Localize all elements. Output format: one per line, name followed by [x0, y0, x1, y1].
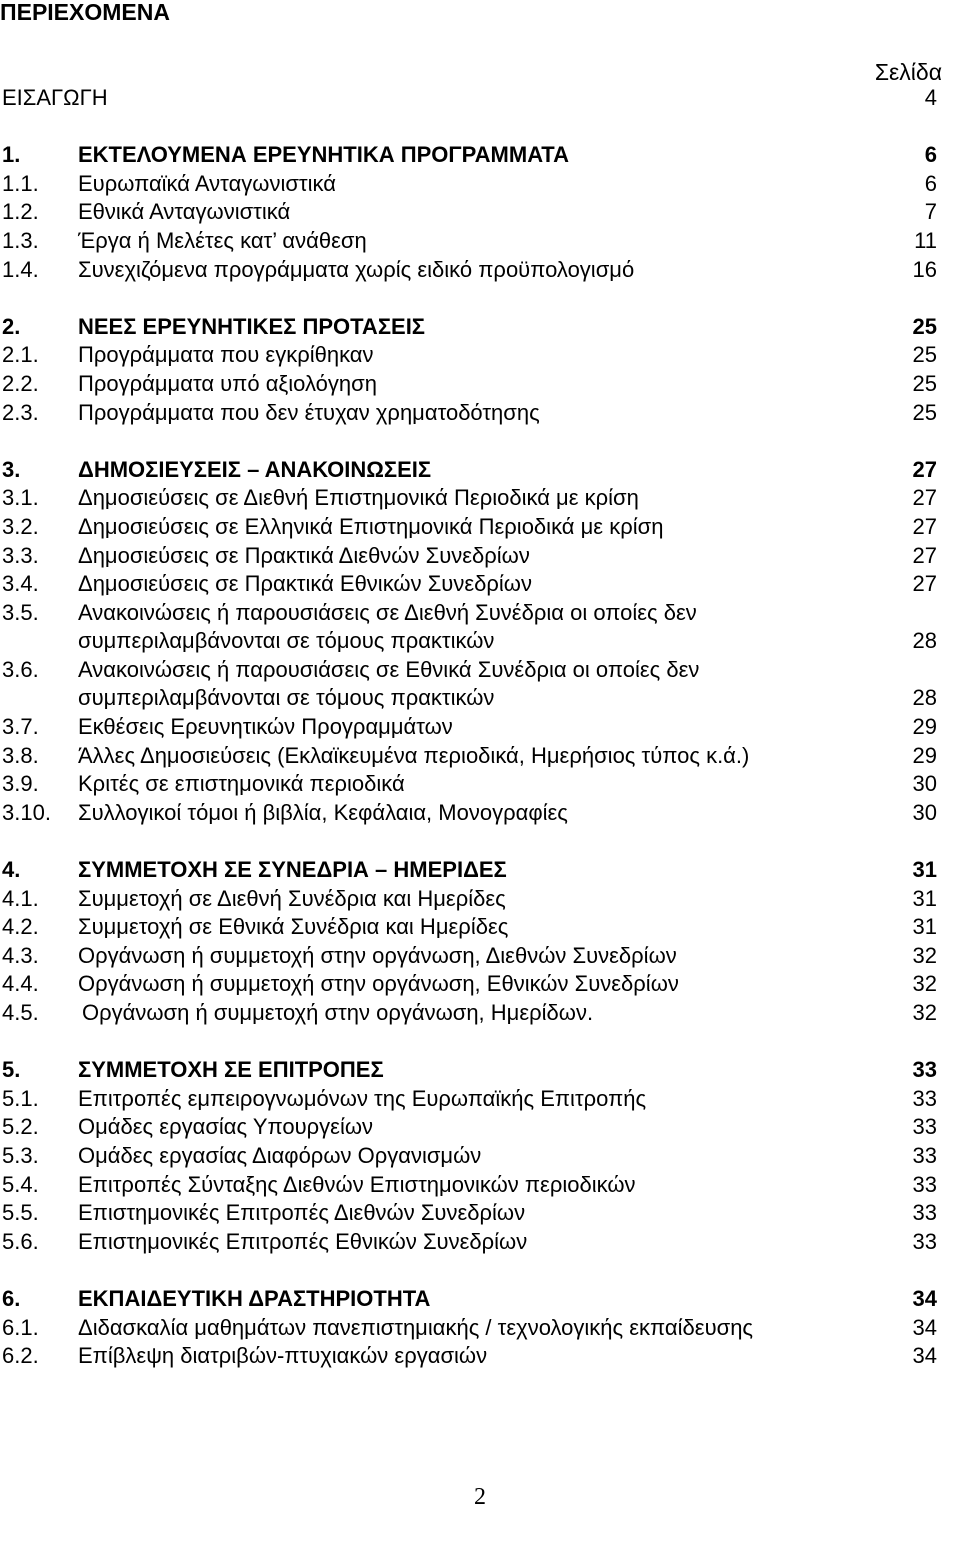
toc-entry-page: 34 — [912, 1343, 937, 1369]
table-of-contents — [0, 84, 945, 1371]
toc-entry-title: Συμμετοχή σε Εθνικά Συνέδρια και Ημερίδες — [78, 914, 509, 940]
toc-entry-page: 28 — [912, 628, 937, 654]
footer-page-number: 2 — [474, 1484, 486, 1510]
toc-entry — [0, 513, 945, 542]
page-title: ΠΕΡΙΕΧΟΜΕΝΑ — [0, 0, 170, 25]
toc-spacer — [0, 113, 945, 142]
toc-entry — [0, 542, 945, 571]
toc-entry-number: 4.5. — [2, 1000, 39, 1025]
toc-entry-number: 4.2. — [2, 914, 39, 940]
toc-entry — [0, 1113, 945, 1142]
toc-entry-number: 6.2. — [2, 1343, 39, 1369]
toc-entry-page: 33 — [912, 1228, 937, 1254]
toc-entry — [0, 370, 945, 399]
toc-entry-page: 33 — [912, 1114, 937, 1140]
toc-entry — [0, 656, 945, 713]
toc-entry — [0, 1085, 945, 1114]
toc-entry-title: Ομάδες εργασίας Υπουργείων — [78, 1114, 374, 1140]
toc-entry-title: Άλλες Δημοσιεύσεις (Εκλαϊκευμένα περιοδικά, Ημερήσιος τύπος κ.ά.) — [78, 742, 750, 768]
toc-entry-title: Επιστημονικές Επιτροπές Εθνικών Συνεδρίων — [78, 1228, 528, 1254]
toc-entry — [0, 599, 945, 656]
toc-entry-page: 6 — [924, 170, 937, 196]
toc-entry-number: 2.2. — [2, 370, 39, 396]
toc-entry-number: 1.4. — [2, 256, 39, 282]
toc-entry — [0, 885, 945, 914]
toc-entry-title: Δημοσιεύσεις σε Πρακτικά Εθνικών Συνεδρίων — [78, 571, 532, 597]
toc-entry — [0, 341, 945, 370]
toc-entry-page: 30 — [912, 771, 937, 797]
toc-entry-page: 25 — [912, 313, 937, 339]
toc-entry — [0, 227, 945, 256]
toc-entry — [0, 1342, 945, 1371]
toc-entry-title: Προγράμματα που δεν έτυχαν χρηματοδότησης — [78, 399, 540, 425]
toc-entry-number: 4. — [2, 857, 21, 883]
toc-entry-number: 5.5. — [2, 1200, 39, 1226]
toc-entry-page: 27 — [912, 571, 937, 597]
toc-entry-page: 34 — [912, 1285, 937, 1311]
toc-entry-page: 32 — [912, 1000, 937, 1025]
toc-entry-title: Εκθέσεις Ερευνητικών Προγραμμάτων — [78, 714, 453, 740]
toc-entry-page: 34 — [912, 1314, 937, 1340]
toc-entry — [0, 484, 945, 513]
toc-entry-title: Δημοσιεύσεις σε Πρακτικά Διεθνών Συνεδρίων — [78, 542, 530, 568]
toc-entry-page: 28 — [912, 685, 937, 711]
toc-entry-title: Οργάνωση ή συμμετοχή στην οργάνωση, Εθνικών Συνεδρίων — [78, 971, 679, 997]
toc-entry-page: 32 — [912, 971, 937, 997]
toc-entry-page: 31 — [912, 857, 937, 883]
toc-entry-title: Οργάνωση ή συμμετοχή στην οργάνωση, Διεθνών Συνεδρίων — [78, 942, 677, 968]
toc-section-heading — [0, 856, 945, 885]
toc-spacer — [0, 427, 945, 456]
toc-entry-number: 3.3. — [2, 542, 39, 568]
toc-entry-number: 6. — [2, 1285, 21, 1311]
toc-entry-number: 5.6. — [2, 1228, 39, 1254]
toc-entry-title: Ανακοινώσεις ή παρουσιάσεις σε Διεθνή Συνέδρια οι οποίες δεν συμπεριλαμβάνονται σε τόμους πρακτικών — [78, 599, 697, 654]
toc-entry-page: 29 — [912, 714, 937, 740]
toc-section-heading — [0, 456, 945, 485]
toc-entry-title: Οργάνωση ή συμμετοχή στην οργάνωση, Ημερίδων. — [82, 1000, 594, 1025]
toc-entry — [0, 1199, 945, 1228]
toc-entry-title: Συμμετοχή σε Διεθνή Συνέδρια και Ημερίδες — [78, 885, 506, 911]
toc-entry-page: 16 — [912, 256, 937, 282]
toc-entry-title: Ανακοινώσεις ή παρουσιάσεις σε Εθνικά Συνέδρια οι οποίες δεν συμπεριλαμβάνονται σε τόμους πρακτικών — [78, 656, 700, 711]
toc-entry-number: 4.4. — [2, 971, 39, 997]
toc-entry-page: 33 — [912, 1142, 937, 1168]
toc-entry-page: 31 — [912, 885, 937, 911]
toc-entry-page: 31 — [912, 914, 937, 940]
toc-entry — [0, 913, 945, 942]
toc-entry-title: Επιστημονικές Επιτροπές Διεθνών Συνεδρίων — [78, 1200, 526, 1226]
toc-entry-number: 3.4. — [2, 571, 39, 597]
toc-entry-title: Προγράμματα υπό αξιολόγηση — [78, 370, 377, 396]
toc-entry — [0, 1142, 945, 1171]
toc-entry-number: 2.3. — [2, 399, 39, 425]
toc-entry-number: 5. — [2, 1057, 21, 1083]
toc-entry-page: 33 — [912, 1171, 937, 1197]
toc-entry — [0, 999, 945, 1028]
toc-entry-number: 3. — [2, 456, 21, 482]
toc-entry-page: 4 — [924, 85, 937, 110]
toc-section-heading — [0, 313, 945, 342]
toc-entry-title: Δημοσιεύσεις σε Ελληνικά Επιστημονικά Περιοδικά με κρίση — [78, 513, 664, 539]
toc-entry — [0, 970, 945, 999]
toc-section-heading — [0, 1285, 945, 1314]
toc-entry-page: 27 — [912, 456, 937, 482]
toc-entry — [0, 198, 945, 227]
toc-entry-title: ΔΗΜΟΣΙΕΥΣΕΙΣ – ΑΝΑΚΟΙΝΩΣΕΙΣ — [78, 456, 432, 482]
toc-entry-number: 5.3. — [2, 1142, 39, 1168]
toc-entry-number: 4.3. — [2, 942, 39, 968]
toc-entry-number: 2.1. — [2, 342, 39, 368]
toc-entry-title: ΣΥΜΜΕΤΟΧΗ ΣΕ ΣΥΝΕΔΡΙΑ – ΗΜΕΡΙΔΕΣ — [78, 857, 507, 883]
toc-entry-page: 25 — [912, 399, 937, 425]
toc-spacer — [0, 1256, 945, 1285]
toc-entry — [0, 942, 945, 971]
toc-entry-number: 3.2. — [2, 513, 39, 539]
toc-entry-number: 3.6. — [2, 656, 39, 682]
toc-spacer — [0, 1028, 945, 1057]
toc-entry-page: 33 — [912, 1200, 937, 1226]
toc-entry-number: 5.1. — [2, 1085, 39, 1111]
toc-entry — [0, 399, 945, 428]
toc-entry-title: ΣΥΜΜΕΤΟΧΗ ΣΕ ΕΠΙΤΡΟΠΕΣ — [78, 1057, 384, 1083]
toc-entry — [0, 570, 945, 599]
toc-entry-page: 29 — [912, 742, 937, 768]
toc-entry-number: 1.2. — [2, 199, 39, 225]
toc-entry-number: 3.9. — [2, 771, 39, 797]
toc-entry-page: 25 — [912, 370, 937, 396]
toc-section-heading — [0, 141, 945, 170]
toc-entry-page: 33 — [912, 1085, 937, 1111]
toc-entry-number: ΕΙΣΑΓΩΓΗ — [2, 85, 108, 110]
toc-entry-page: 11 — [914, 227, 937, 253]
page-column-label: Σελίδα — [874, 59, 942, 85]
toc-entry-page: 27 — [912, 513, 937, 539]
toc-entry-title: Συνεχιζόμενα προγράμματα χωρίς ειδικό προϋπολογισμό — [78, 256, 635, 282]
toc-entry-title: Συλλογικοί τόμοι ή βιβλία, Κεφάλαια, Μονογραφίες — [78, 799, 568, 825]
toc-entry-page: 7 — [924, 199, 937, 225]
toc-entry — [0, 713, 945, 742]
toc-entry-title: Εθνικά Ανταγωνιστικά — [78, 199, 291, 225]
toc-spacer — [0, 827, 945, 856]
toc-entry-title: ΝΕΕΣ ΕΡΕΥΝΗΤΙΚΕΣ ΠΡΟΤΑΣΕΙΣ — [78, 313, 426, 339]
toc-entry — [0, 84, 945, 113]
toc-entry-number: 1. — [2, 142, 21, 168]
toc-entry-title: Επιτροπές εμπειρογνωμόνων της Ευρωπαϊκής Επιτροπής — [78, 1085, 647, 1111]
toc-entry-title: Επιτροπές Σύνταξης Διεθνών Επιστημονικών περιοδικών — [78, 1171, 636, 1197]
toc-entry-title: Δημοσιεύσεις σε Διεθνή Επιστημονικά Περιοδικά με κρίση — [78, 485, 639, 511]
toc-entry — [0, 256, 945, 285]
toc-section-heading — [0, 1056, 945, 1085]
toc-entry — [0, 799, 945, 828]
toc-entry-page: 27 — [912, 485, 937, 511]
toc-entry-number: 3.7. — [2, 714, 39, 740]
toc-entry-title: Έργα ή Μελέτες κατ’ ανάθεση — [78, 227, 367, 253]
toc-entry-number: 3.10. — [2, 799, 51, 825]
toc-entry-page: 33 — [912, 1057, 937, 1083]
toc-entry-page: 30 — [912, 799, 937, 825]
toc-entry-page: 6 — [924, 142, 937, 168]
toc-entry — [0, 770, 945, 799]
toc-entry-page: 32 — [912, 942, 937, 968]
toc-entry — [0, 1228, 945, 1257]
toc-entry — [0, 742, 945, 771]
toc-entry-number: 3.1. — [2, 485, 39, 511]
toc-entry-title: Κριτές σε επιστημονικά περιοδικά — [78, 771, 405, 797]
toc-entry-title: Προγράμματα που εγκρίθηκαν — [78, 342, 374, 368]
toc-entry-page: 25 — [912, 342, 937, 368]
toc-entry-title: Επίβλεψη διατριβών-πτυχιακών εργασιών — [78, 1343, 488, 1369]
toc-entry — [0, 1171, 945, 1200]
toc-entry-title: ΕΚΠΑΙΔΕΥΤΙΚΗ ΔΡΑΣΤΗΡΙΟΤΗΤΑ — [78, 1285, 431, 1311]
toc-spacer — [0, 284, 945, 313]
toc-entry-number: 1.1. — [2, 170, 39, 196]
toc-entry-number: 3.8. — [2, 742, 39, 768]
toc-entry-title: ΕΚΤΕΛΟΥΜΕΝΑ ΕΡΕΥΝΗΤΙΚΑ ΠΡΟΓΡΑΜΜΑΤΑ — [78, 142, 569, 168]
toc-entry-number: 1.3. — [2, 227, 39, 253]
toc-entry — [0, 1314, 945, 1343]
toc-entry-page: 27 — [912, 542, 937, 568]
toc-entry-number: 6.1. — [2, 1314, 39, 1340]
toc-entry-number: 2. — [2, 313, 21, 339]
toc-entry-number: 5.2. — [2, 1114, 39, 1140]
toc-entry-number: 3.5. — [2, 599, 39, 625]
toc-entry-title: Ευρωπαϊκά Ανταγωνιστικά — [78, 170, 336, 196]
toc-entry-title: Ομάδες εργασίας Διαφόρων Οργανισμών — [78, 1142, 482, 1168]
toc-entry-number: 4.1. — [2, 885, 39, 911]
toc-entry-title: Διδασκαλία μαθημάτων πανεπιστημιακής / τεχνολογικής εκπαίδευσης — [78, 1314, 754, 1340]
toc-entry — [0, 170, 945, 199]
toc-entry-number: 5.4. — [2, 1171, 39, 1197]
